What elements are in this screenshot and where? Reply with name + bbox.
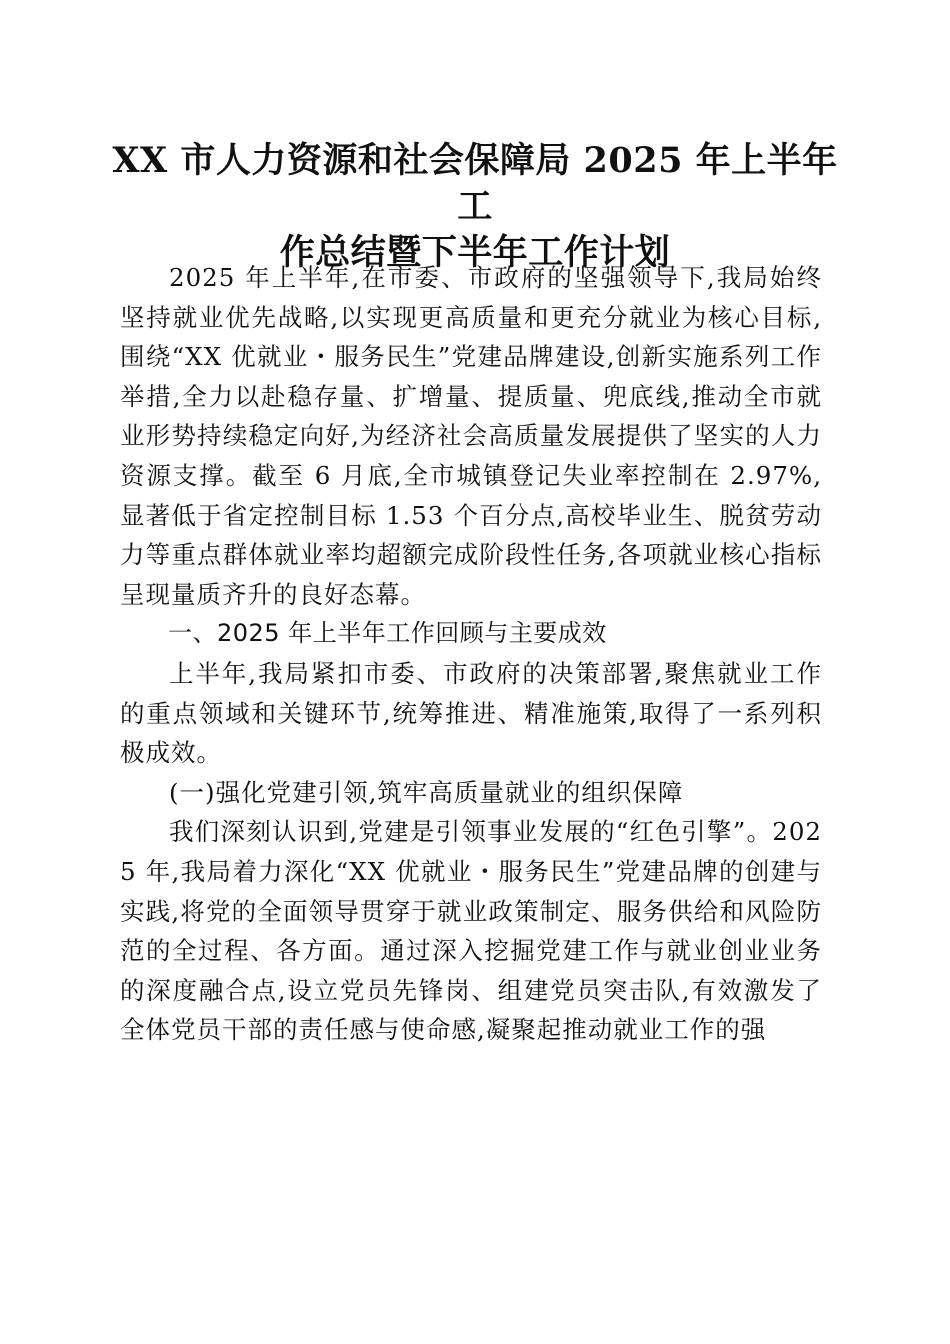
title-line-2: 作总结暨下半年工作计划 (279, 232, 671, 273)
subsection-heading: (一)强化党建引领,筑牢高质量就业的组织保障 (169, 777, 684, 807)
section-heading: 一、2025 年上半年工作回顾与主要成效 (168, 619, 607, 648)
section-intro-paragraph: 上半年,我局紧扣市委、市政府的决策部署,聚焦就业工作的重点领域和关键环节,统筹推进、精准施策,取得了一系列积极成效。 (120, 658, 822, 768)
intro-paragraph: 2025 年上半年,在市委、市政府的坚强领导下,我局始终坚持就业优先战略,以实现更高质量和更充分就业为核心目标,围绕“XX 优就业・服务民生”党建品牌建设,创新实施系列工作举措,全力以赴稳存量、扩增量、提质量、兜底线,推动全市就业形势持续稳定向好,为经济社会高质量发展提供了坚实的人力资源支撑。截至 6 月底,全市城镇登记失业率控制在 2.97%,显著低于省定控制目标 1.53 个百分点,高校毕业生、脱贫劳动力等重点群体就业率均超额完成阶段性任务,各项就业核心指标呈现量质齐升的良好态幕。 (120, 263, 822, 609)
subsection-paragraph: 我们深刻认识到,党建是引领事业发展的“红色引擎”。2025 年,我局着力深化“XX 优就业・服务民生”党建品牌的创建与实践,将党的全面领导贯穿于就业政策制定、服务供给和风险防范的全过程、各方面。通过深入挖掘党建工作与就业创业业务的深度融合点,设立党员先锋岗、组建党员突击队,有效激发了全体党员干部的责任感与使命感,凝聚起推动就业工作的强 (120, 817, 822, 1045)
document-title (100, 138, 850, 276)
document-body (120, 258, 822, 1050)
title-line-1: XX 市人力资源和社会保障局 2025 年上半年工 (112, 140, 838, 227)
